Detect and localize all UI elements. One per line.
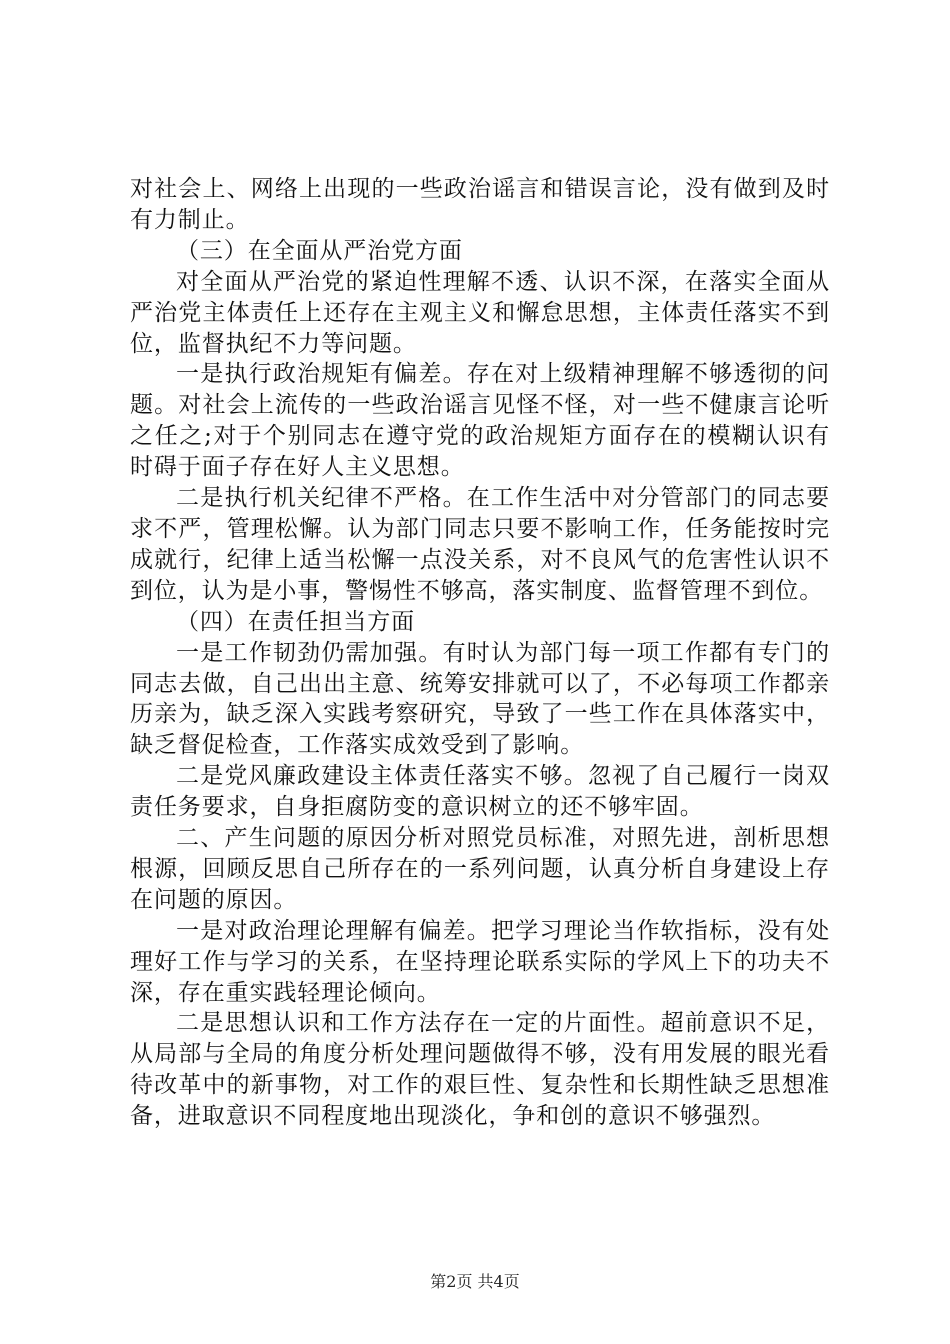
paragraph: 一是执行政治规矩有偏差。存在对上级精神理解不够透彻的问题。对社会上流传的一些政治谣言见怪不怪，对一些不健康言论听之任之;对于个别同志在遵守党的政治规矩方面存在的模糊认识有时碍于面子存在好人主义思想。: [130, 361, 830, 481]
paragraph: 二、产生问题的原因分析对照党员标准，对照先进，剖析思想根源，回顾反思自己所存在的一系列问题，认真分析自身建设上存在问题的原因。: [130, 825, 830, 913]
paragraph: 二是党风廉政建设主体责任落实不够。忽视了自己履行一岗双责任务要求，自身拒腐防变的意识树立的还不够牢固。: [130, 763, 830, 821]
section-heading-3: （三）在全面从严治党方面: [176, 237, 463, 264]
page-number-footer: 第2页 共4页: [430, 1272, 520, 1291]
section-heading-4: （四）在责任担当方面: [176, 608, 415, 635]
paragraph: 一是对政治理论理解有偏差。把学习理论当作软指标，没有处理好工作与学习的关系，在坚持理论联系实际的学风上下的功夫不深，存在重实践轻理论倾向。: [130, 917, 830, 1006]
paragraph: 二是思想认识和工作方法存在一定的片面性。超前意识不足，从局部与全局的角度分析处理问题做得不够，没有用发展的眼光看待改革中的新事物，对工作的艰巨性、复杂性和长期性缺乏思想准备，进取意识不同程度地出现淡化，争和创的意识不够强烈。: [130, 1010, 830, 1130]
paragraph: 对全面从严治党的紧迫性理解不透、认识不深，在落实全面从严治党主体责任上还存在主观主义和懈怠思想，主体责任落实不到位，监督执纪不力等问题。: [130, 268, 830, 357]
paragraph: 一是工作韧劲仍需加强。有时认为部门每一项工作都有专门的同志去做，自己出出主意、统筹安排就可以了，不必每项工作都亲历亲为，缺乏深入实践考察研究，导致了一些工作在具体落实中，缺乏督促检查，工作落实成效受到了影响。: [130, 639, 830, 759]
paragraph: 二是执行机关纪律不严格。在工作生活中对分管部门的同志要求不严，管理松懈。认为部门同志只要不影响工作，任务能按时完成就行，纪律上适当松懈一点没关系，对不良风气的危害性认识不到位，认为是小事，警惕性不够高，落实制度、监督管理不到位。: [130, 485, 830, 604]
paragraph-continuation: 对社会上、网络上出现的一些政治谣言和错误言论，没有做到及时有力制止。: [130, 176, 830, 233]
document-body: [130, 174, 830, 1132]
